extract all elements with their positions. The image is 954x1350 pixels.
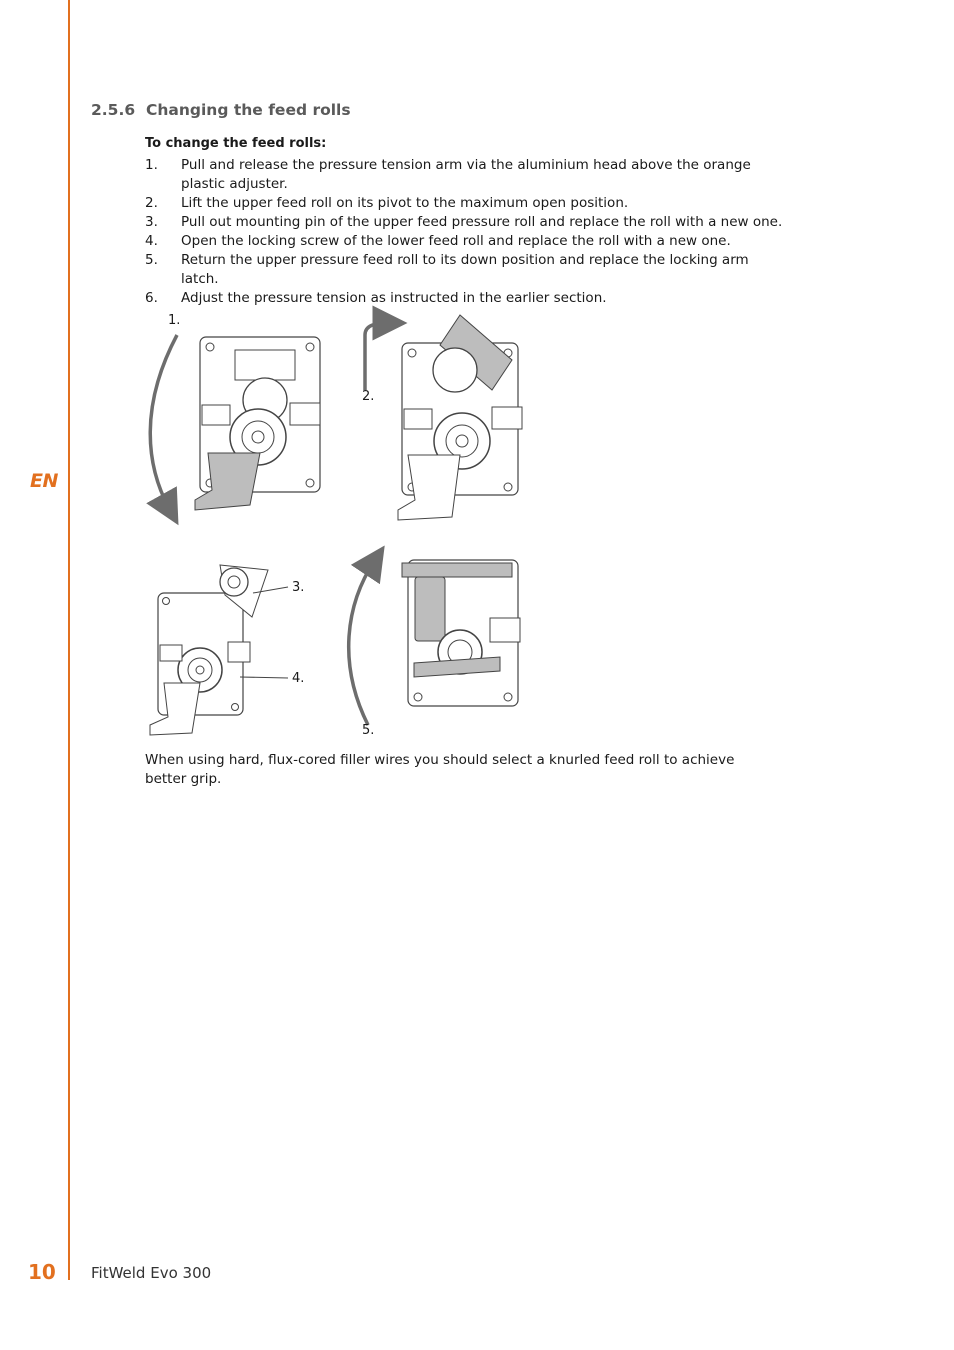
panel-2-mechanism [398,315,522,520]
margin-rule [68,0,70,1280]
list-item: 6. Adjust the pressure tension as instructed in the earlier section. [145,290,607,306]
section-title: Changing the feed rolls [146,101,351,119]
rotation-arrow-2 [365,323,390,390]
feed-mechanism-illustration [140,305,540,745]
list-item: 4. Open the locking screw of the lower feed roll and replace the roll with a new one. [145,233,731,249]
list-item: 2. Lift the upper feed roll on its pivot to the maximum open position. [145,195,629,211]
section-heading [91,101,351,119]
intro-text: To change the feed rolls: [145,136,327,151]
panel-5-mechanism [402,560,520,706]
panel-1-mechanism [195,337,320,510]
callout-5: 5. [362,723,375,738]
list-item: 1. Pull and release the pressure tension arm via the aluminium head above the orange plastic adjuster. [145,157,751,192]
section-number: 2.5.6 [91,101,136,119]
list-item: 3. Pull out mounting pin of the upper feed pressure roll and replace the roll with a new one. [145,214,783,230]
list-item: 5. Return the upper pressure feed roll to its down position and replace the locking arm latch. [145,252,749,287]
callout-2: 2. [362,389,375,404]
callout-4: 4. [292,671,305,686]
knurled-roll-note: When using hard, flux-cored filler wires you should select a knurled feed roll to achieve better grip. [145,752,735,787]
rotation-arrow-5 [349,560,375,725]
footer-product-name: FitWeld Evo 300 [91,1264,212,1282]
rotation-arrow-1 [150,335,177,510]
feed-roll-figure [140,305,540,745]
footer-rule [68,1262,70,1280]
language-tab: EN [30,470,58,492]
page-number: 10 [28,1260,56,1284]
steps-list [145,156,785,308]
callout-3: 3. [292,580,305,595]
callout-1: 1. [168,313,181,328]
panel-3-4-mechanism [150,565,288,735]
